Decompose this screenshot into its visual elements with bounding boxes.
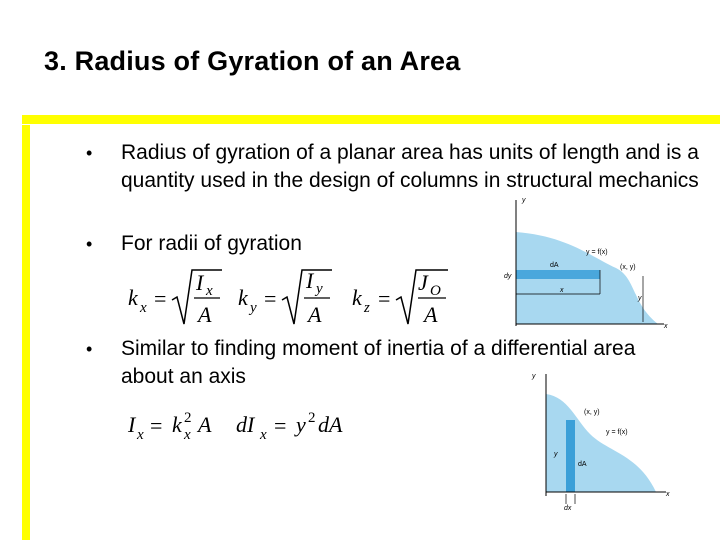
axis-label-x: x	[666, 491, 670, 498]
axis-label-y: y	[522, 197, 526, 204]
kx-den: A	[198, 302, 212, 327]
bullet-marker: •	[86, 143, 93, 163]
kz-num: J	[418, 270, 428, 295]
bullet-text: Radius of gyration of a planar area has units of length and is a quantity used in the design of columns in structural mechanics	[121, 141, 699, 192]
strip-element	[566, 420, 575, 492]
curve-label: y = f(x)	[586, 249, 608, 256]
dix-sup: 2	[308, 410, 316, 426]
figure-vertical-strip	[528, 372, 674, 510]
radius-formulas	[122, 262, 462, 332]
curve-label: y = f(x)	[606, 429, 628, 436]
ix-lhs: I	[128, 412, 136, 437]
ix-k: k	[172, 412, 182, 437]
dix-da: dA	[318, 412, 343, 437]
bullet-marker: •	[86, 234, 93, 254]
kz-num-sub: O	[430, 283, 441, 299]
eq-sign: =	[150, 413, 163, 438]
eq-sign: =	[264, 286, 277, 311]
height-label: y	[638, 295, 642, 302]
kz-den: A	[424, 302, 438, 327]
left-accent-bar	[22, 125, 30, 540]
area-label: dA	[578, 461, 587, 468]
kz-sub: z	[364, 300, 370, 316]
ky-den: A	[308, 302, 322, 327]
ky-sub: y	[250, 300, 257, 316]
bullet-text: Similar to finding moment of inertia of a differential area about an axis	[121, 337, 636, 388]
ix-a: A	[198, 412, 212, 437]
width-label: x	[560, 287, 564, 294]
strip-element	[516, 270, 600, 279]
strip-label: dx	[564, 505, 572, 510]
eq-sign: =	[378, 286, 391, 311]
ky-k: k	[238, 285, 248, 310]
point-label: (x, y)	[584, 409, 600, 416]
kx-num: I	[196, 270, 204, 295]
dix-y: y	[296, 412, 306, 437]
area-region	[546, 394, 656, 492]
ky-num: I	[306, 268, 314, 293]
bullet-marker: •	[86, 339, 93, 359]
eq-sign: =	[274, 413, 287, 438]
axis-label-y: y	[532, 373, 536, 380]
ix-lhs-sub: x	[137, 427, 144, 443]
slide-title: 3. Radius of Gyration of an Area	[44, 46, 461, 76]
bullet-text: For radii of gyration	[121, 232, 302, 255]
ix-k-sub: x	[184, 427, 191, 443]
ix-sup: 2	[184, 410, 192, 426]
dix-lhs: dI	[236, 412, 255, 437]
point-label: (x, y)	[620, 264, 636, 271]
ky-num-sub: y	[316, 281, 323, 297]
kx-num-sub: x	[206, 283, 213, 299]
area-label: dA	[550, 262, 559, 269]
height-label: y	[554, 451, 558, 458]
inertia-formulas	[124, 402, 364, 448]
strip-label: dy	[504, 273, 512, 280]
kz-k: k	[352, 285, 362, 310]
kx-sub: x	[140, 300, 147, 316]
eq-sign: =	[154, 286, 167, 311]
figure-horizontal-strip	[498, 196, 674, 330]
kx-k: k	[128, 285, 138, 310]
top-accent-bar	[22, 115, 720, 124]
dix-lhs-sub: x	[260, 427, 267, 443]
axis-label-x: x	[664, 323, 668, 330]
